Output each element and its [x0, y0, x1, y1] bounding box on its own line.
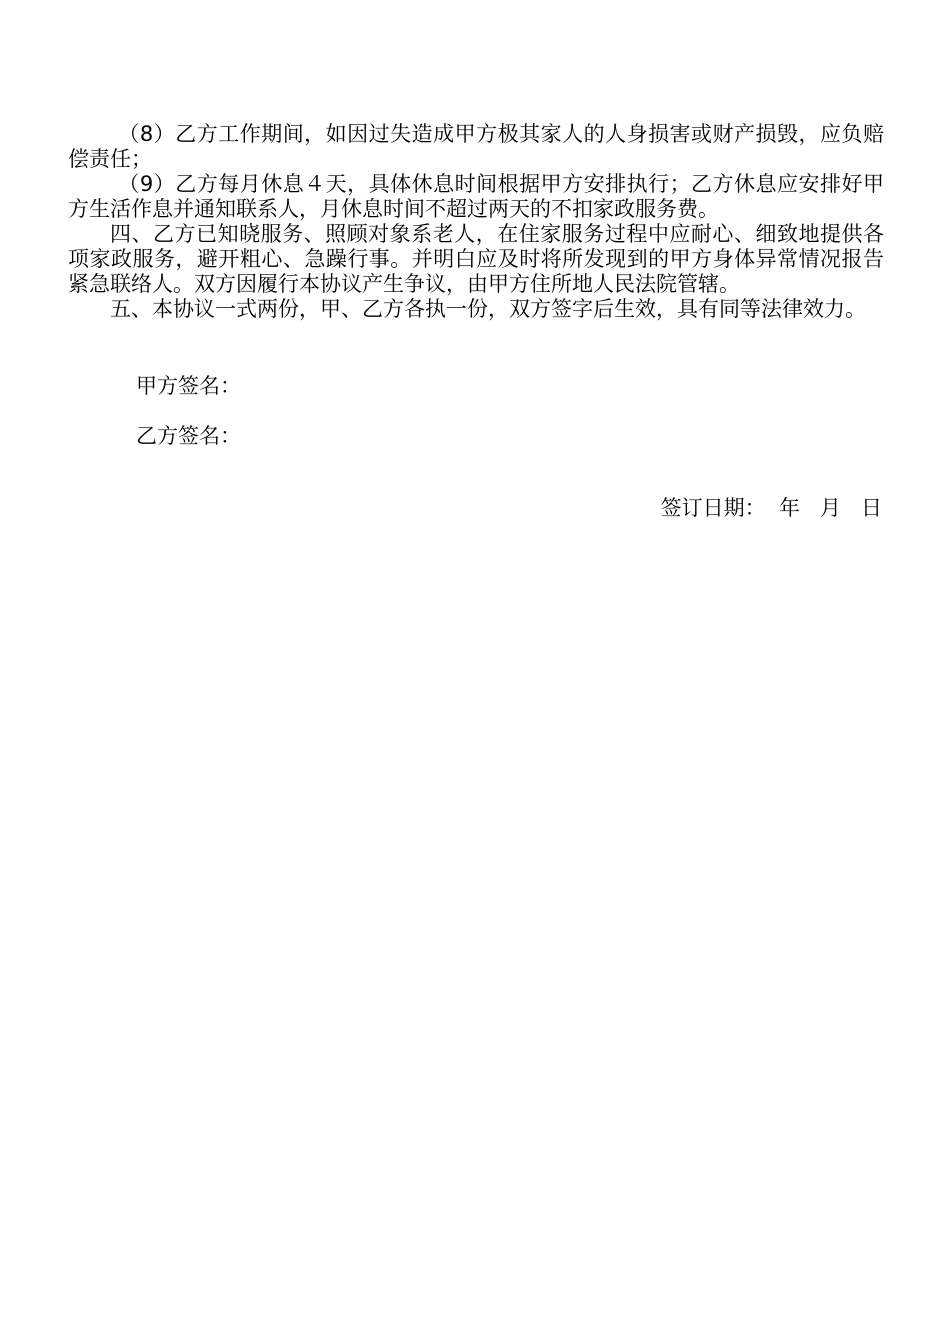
party-a-signature-label: 甲方签名： — [136, 374, 241, 398]
clause-four: 四、乙方已知晓服务、照顾对象系老人，在住家服务过程中应耐心、细致地提供各项家政服务，避开粗心、急躁行事。并明白应及时将所发现到的甲方身体异常情况报告紧急联络人。双方因履行本协议产生争议，由甲方住所地人民法院管辖。 — [68, 222, 884, 296]
clause-8: （8）乙方工作期间，如因过失造成甲方极其家人的人身损害或财产损毁，应负赔偿责任； — [68, 122, 884, 171]
contract-body — [68, 122, 884, 322]
party-b-signature-label: 乙方签名： — [136, 424, 241, 448]
signing-date-line: 签订日期： 年 月 日 — [660, 496, 882, 520]
clause-9: （9）乙方每月休息４天，具体休息时间根据甲方安排执行；乙方休息应安排好甲方生活作息并通知联系人，月休息时间不超过两天的不扣家政服务费。 — [68, 172, 884, 221]
clause-five: 五、本协议一式两份，甲、乙方各执一份，双方签字后生效，具有同等法律效力。 — [110, 297, 866, 321]
